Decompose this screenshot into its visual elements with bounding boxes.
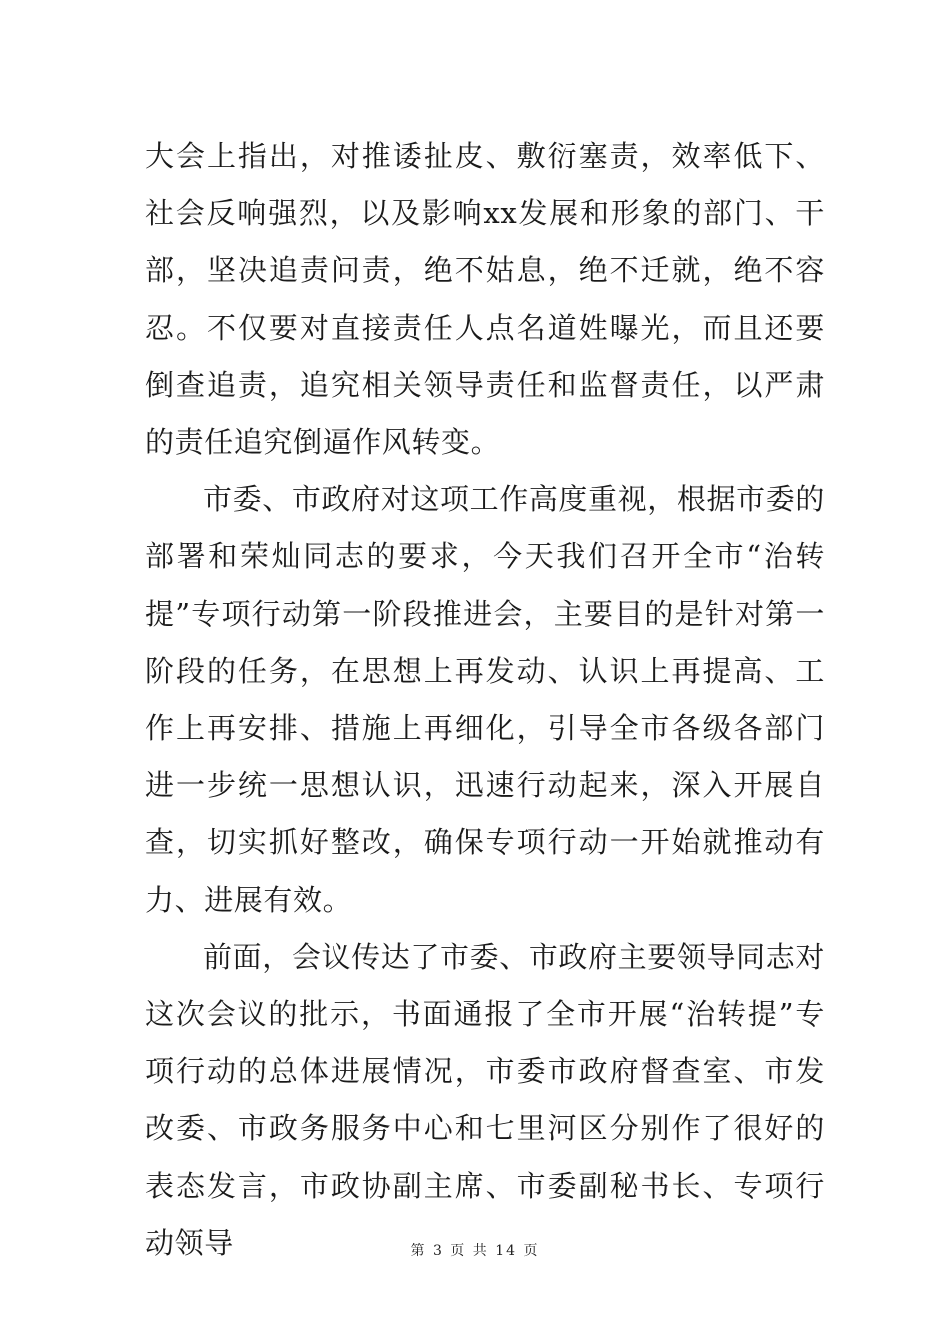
paragraph-1: 大会上指出，对推诿扯皮、敷衍塞责，效率低下、社会反响强烈，以及影响xx发展和形象的部门、干部，坚决追责问责，绝不姑息，绝不迁就，绝不容忍。不仅要对直接责任人点名道姓曝光，而且还要倒查追责，追究相关领导责任和监督责任，以严肃的责任追究倒逼作风转变。 xyxy=(145,139,825,460)
page-footer xyxy=(0,1240,950,1260)
page-number-label: 第 3 页 共 14 页 xyxy=(410,1243,540,1259)
paragraph-3: 前面，会议传达了市委、市政府主要领导同志对这次会议的批示，书面通报了全市开展“治转提”专项行动的总体进展情况，市委市政府督查室、市发改委、市政务服务中心和七里河区分别作了很好的表态发言，市政协副主席、市委副秘书长、专项行动领导 xyxy=(145,939,825,1260)
paragraph-2: 市委、市政府对这项工作高度重视，根据市委的部署和荣灿同志的要求，今天我们召开全市“治转提”专项行动第一阶段推进会，主要目的是针对第一阶段的任务，在思想上再发动、认识上再提高、工作上再安排、措施上再细化，引导全市各级各部门进一步统一思想认识，迅速行动起来，深入开展自查，切实抓好整改，确保专项行动一开始就推动有力、进展有效。 xyxy=(145,482,825,917)
document-body xyxy=(145,128,825,1272)
